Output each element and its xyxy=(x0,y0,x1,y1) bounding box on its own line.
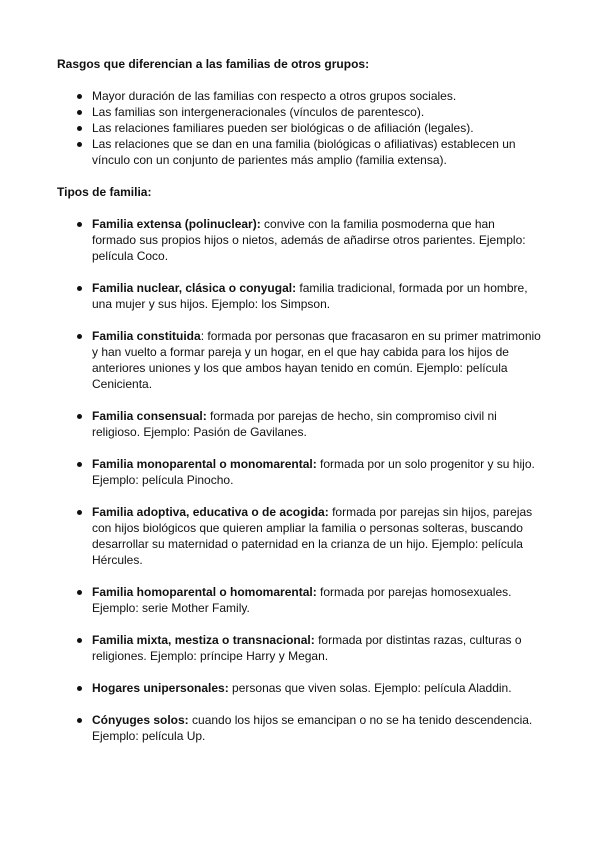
list-item xyxy=(0,88,532,104)
family-type-term: Familia extensa (polinuclear): xyxy=(92,217,261,231)
family-type-term: Familia constituida xyxy=(92,329,201,343)
list-item xyxy=(0,328,542,392)
list-item-text: Las familias son intergeneracionales (vínculos de parentesco). xyxy=(92,105,425,119)
list-item xyxy=(0,280,542,312)
list-item xyxy=(0,104,532,120)
list-item xyxy=(0,456,542,488)
list-item xyxy=(0,584,542,616)
family-type-description: formada por un solo progenitor y su hijo. Ejemplo: película Pinocho. xyxy=(92,457,535,487)
family-type-term: Familia monoparental o monomarental: xyxy=(92,457,317,471)
family-type-description: convive con la familia posmoderna que han formado sus propios hijos o nietos, además de añadirse otros parientes. Ejemplo: película Coco. xyxy=(92,217,526,263)
family-type-description: : formada por personas que fracasaron en su primer matrimonio y han vuelto a formar pareja y un hogar, en el que hay cabida para los hijos de anteriores uniones y los que ambos hayan tenido en común. Ejemplo: película Cenicienta. xyxy=(92,329,541,391)
types-heading: Tipos de familia: xyxy=(57,185,152,199)
list-item-text: Mayor duración de las familias con respecto a otros grupos sociales. xyxy=(92,89,457,103)
family-type-term: Hogares unipersonales: xyxy=(92,681,229,695)
list-item xyxy=(0,632,542,664)
family-type-description: formada por parejas sin hijos, parejas con hijos biológicos que quieren ampliar la familia o personas solteras, buscando desarrollar su maternidad o paternidad en la crianza de un hijo. Ejemplo: película Hércules. xyxy=(92,505,533,567)
list-item xyxy=(0,680,542,696)
family-type-description: personas que viven solas. Ejemplo: película Aladdin. xyxy=(228,681,512,695)
family-type-description: cuando los hijos se emancipan o no se ha tenido descendencia. Ejemplo: película Up. xyxy=(92,713,533,743)
list-item xyxy=(0,136,532,168)
list-item-text: Las relaciones que se dan en una familia (biológicas o afiliativas) establecen un vínculo con un conjunto de parientes más amplio (familia extensa). xyxy=(92,137,516,167)
list-item xyxy=(0,408,542,440)
traits-list xyxy=(0,88,600,168)
list-item xyxy=(0,504,542,568)
family-type-term: Familia homoparental o homomarental: xyxy=(92,585,317,599)
family-type-description: formada por parejas homosexuales. Ejemplo: serie Mother Family. xyxy=(92,585,512,615)
family-type-term: Familia nuclear, clásica o conyugal: xyxy=(92,281,297,295)
family-type-description: formada por parejas de hecho, sin compromiso civil ni religioso. Ejemplo: Pasión de Gavilanes. xyxy=(92,409,497,439)
list-item-text: Las relaciones familiares pueden ser biológicas o de afiliación (legales). xyxy=(92,121,474,135)
family-type-term: Familia mixta, mestiza o transnacional: xyxy=(92,633,315,647)
family-type-term: Familia adoptiva, educativa o de acogida: xyxy=(92,505,329,519)
list-item xyxy=(0,120,532,136)
family-type-description: formada por distintas razas, culturas o religiones. Ejemplo: príncipe Harry y Megan. xyxy=(92,633,522,663)
list-item xyxy=(0,712,542,744)
family-type-term: Cónyuges solos: xyxy=(92,713,189,727)
family-types-list xyxy=(0,216,600,760)
traits-heading: Rasgos que diferencian a las familias de otros grupos: xyxy=(57,57,370,71)
family-type-term: Familia consensual: xyxy=(92,409,207,423)
family-type-description: familia tradicional, formada por un hombre, una mujer y sus hijos. Ejemplo: los Simpson. xyxy=(92,281,528,311)
list-item xyxy=(0,216,542,264)
